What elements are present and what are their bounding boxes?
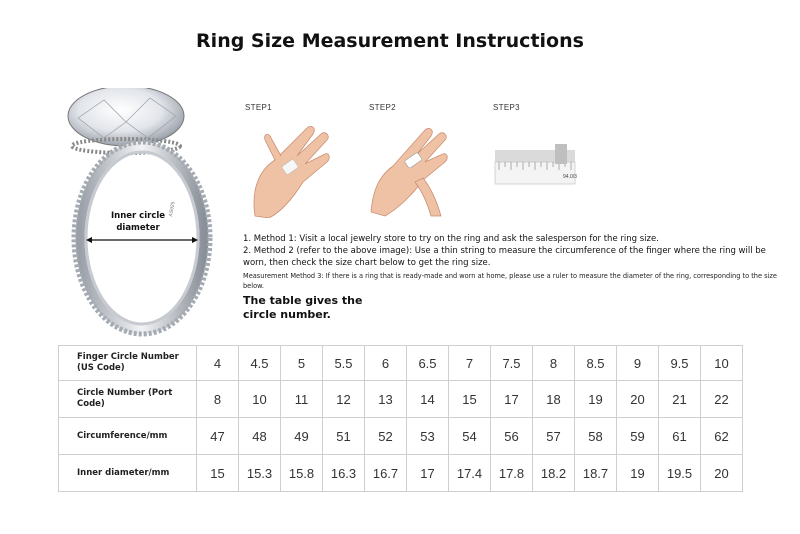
- table-row: [59, 381, 743, 418]
- table-cell: 61: [659, 418, 701, 455]
- table-cell: 52: [365, 418, 407, 455]
- table-cell: 16.7: [365, 455, 407, 492]
- table-cell: 15: [449, 381, 491, 418]
- table-cell: 16.3: [323, 455, 365, 492]
- table-cell: 17.8: [491, 455, 533, 492]
- step3-ruler-image: [493, 140, 579, 192]
- table-cell: 4.5: [239, 346, 281, 381]
- instructions: [243, 233, 778, 322]
- table-cell: 13: [365, 381, 407, 418]
- table-cell: 5: [281, 346, 323, 381]
- table-row: [59, 346, 743, 381]
- table-cell: 18.2: [533, 455, 575, 492]
- ring-illustration: [64, 88, 234, 338]
- table-cell: 57: [533, 418, 575, 455]
- row-header: Finger Circle Number (US Code): [59, 346, 197, 381]
- page-title: Ring Size Measurement Instructions: [196, 30, 584, 52]
- table-cell: 20: [617, 381, 659, 418]
- row-header: Inner diameter/mm: [59, 455, 197, 492]
- table-cell: 10: [239, 381, 281, 418]
- table-cell: 49: [281, 418, 323, 455]
- size-table: [58, 345, 743, 492]
- table-cell: 48: [239, 418, 281, 455]
- table-cell: 14: [407, 381, 449, 418]
- table-cell: 19.5: [659, 455, 701, 492]
- table-cell: 15: [197, 455, 239, 492]
- table-cell: 22: [701, 381, 743, 418]
- table-note: The table gives the circle number.: [243, 294, 363, 321]
- table-row: [59, 455, 743, 492]
- table-cell: 58: [575, 418, 617, 455]
- table-row: [59, 418, 743, 455]
- table-cell: 18: [533, 381, 575, 418]
- table-cell: 21: [659, 381, 701, 418]
- ring-engraving: AS925: [168, 201, 177, 218]
- table-cell: 5.5: [323, 346, 365, 381]
- table-cell: 15.3: [239, 455, 281, 492]
- ring-label-line2: diameter: [116, 223, 160, 233]
- method3-text: Measurement Method 3: If there is a ring that is ready-made and worn at home, please use a ruler to measure the diameter of the ring, corresponding to the size below.: [243, 272, 777, 290]
- table-cell: 59: [617, 418, 659, 455]
- table-cell: 6.5: [407, 346, 449, 381]
- table-cell: 4: [197, 346, 239, 381]
- table-cell: 9.5: [659, 346, 701, 381]
- step1-hand-image: [245, 120, 331, 206]
- table-cell: 15.8: [281, 455, 323, 492]
- table-cell: 17: [407, 455, 449, 492]
- step3-label: STEP3: [493, 103, 520, 112]
- method1-text: 1. Method 1: Visit a local jewelry store to try on the ring and ask the salesperson for the ring size.: [243, 234, 659, 244]
- table-cell: 7: [449, 346, 491, 381]
- step2-hand-image: [369, 120, 455, 206]
- table-cell: 17.4: [449, 455, 491, 492]
- table-cell: 56: [491, 418, 533, 455]
- table-cell: 11: [281, 381, 323, 418]
- table-cell: 53: [407, 418, 449, 455]
- table-cell: 12: [323, 381, 365, 418]
- row-header: Circumference/mm: [59, 418, 197, 455]
- table-cell: 18.7: [575, 455, 617, 492]
- row-header: Circle Number (Port Code): [59, 381, 197, 418]
- table-cell: 19: [575, 381, 617, 418]
- table-cell: 51: [323, 418, 365, 455]
- table-cell: 7.5: [491, 346, 533, 381]
- step2-label: STEP2: [369, 103, 396, 112]
- table-cell: 19: [617, 455, 659, 492]
- table-cell: 20: [701, 455, 743, 492]
- table-cell: 9: [617, 346, 659, 381]
- table-cell: 47: [197, 418, 239, 455]
- table-cell: 54: [449, 418, 491, 455]
- method2-text: 2. Method 2 (refer to the above image): Use a thin string to measure the circumference of the finger where the ring will be worn, then check the size chart below to get the ring size.: [243, 246, 766, 268]
- ruler-label: 94.0/3: [563, 174, 577, 180]
- table-cell: 17: [491, 381, 533, 418]
- step1-label: STEP1: [245, 103, 272, 112]
- table-cell: 62: [701, 418, 743, 455]
- table-cell: 8: [533, 346, 575, 381]
- table-cell: 10: [701, 346, 743, 381]
- ring-label-line1: Inner circle: [111, 211, 166, 221]
- ring-label: [111, 210, 165, 234]
- table-cell: 6: [365, 346, 407, 381]
- table-cell: 8.5: [575, 346, 617, 381]
- table-cell: 8: [197, 381, 239, 418]
